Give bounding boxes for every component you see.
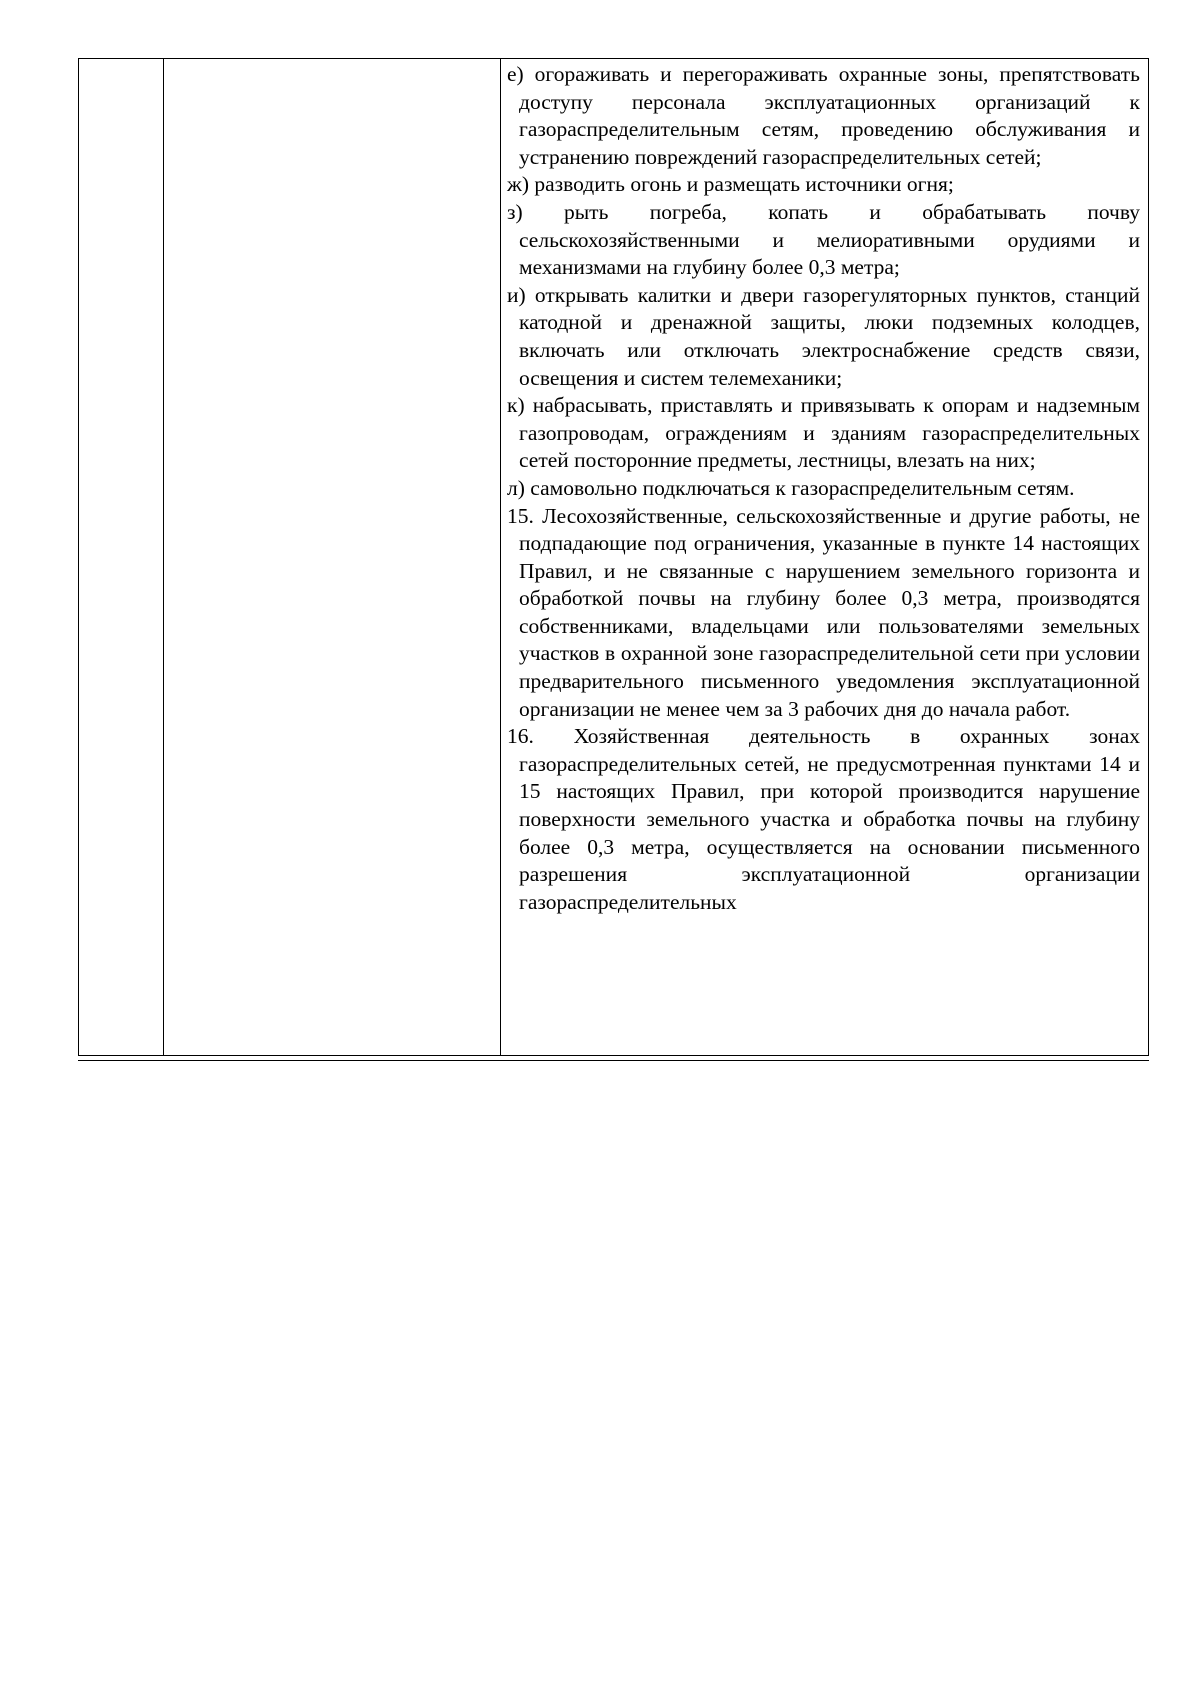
column-divider-2 bbox=[500, 59, 501, 1055]
clause-k: к) набрасывать, приставлять и привязывать к опорам и надземным газопроводам, ограждениям и зданиям газораспределительных сетей посторонние предметы, лестницы, влезать на них; bbox=[507, 393, 1140, 473]
document-table bbox=[78, 58, 1149, 1055]
paragraph-15: 15. Лесохозяйственные, сельскохозяйственные и другие работы, не подпадающие под ограничения, указанные в пункте 14 настоящих Правил, и не связанные с нарушением земельного горизонта и обработкой почвы на глубину более 0,3 метра, производятся собственниками, владельцами или пользователями земельных участков в охранной зоне газораспределительной сети при условии предварительного письменного уведомления эксплуатационной организации не менее чем за 3 рабочих дня до начала работ. bbox=[507, 503, 1140, 721]
table-bottom-rule bbox=[78, 1055, 1149, 1056]
clause-zh: ж) разводить огонь и размещать источники огня; bbox=[507, 172, 954, 197]
text-column bbox=[507, 61, 1140, 916]
clause-z: з) рыть погреба, копать и обрабатывать почву сельскохозяйственными и мелиоративными орудиями и механизмами на глубину более 0,3 метра; bbox=[507, 199, 1140, 280]
paragraph-16: 16. Хозяйственная деятельность в охранных зонах газораспределительных сетей, не предусмотренная пунктами 14 и 15 настоящих Правил, при которой производится нарушение поверхности земельного участка и обработка почвы на глубину более 0,3 метра, осуществляется на основании письменного разрешения эксплуатационной организации газораспределительных bbox=[507, 724, 1140, 914]
table-bottom-rule-double bbox=[78, 1060, 1149, 1061]
clause-e: е) огораживать и перегораживать охранные зоны, препятствовать доступу персонала эксплуатационных организаций к газораспределительным сетям, проведению обслуживания и устранению повреждений газораспределительных сетей; bbox=[507, 62, 1140, 169]
clause-l: л) самовольно подключаться к газораспределительным сетям. bbox=[507, 475, 1075, 500]
clause-i: и) открывать калитки и двери газорегуляторных пунктов, станций катодной и дренажной защиты, люки подземных колодцев, включать или отключать электроснабжение средств связи, освещения и систем телемеханики; bbox=[507, 282, 1140, 390]
column-divider-1 bbox=[163, 59, 164, 1055]
